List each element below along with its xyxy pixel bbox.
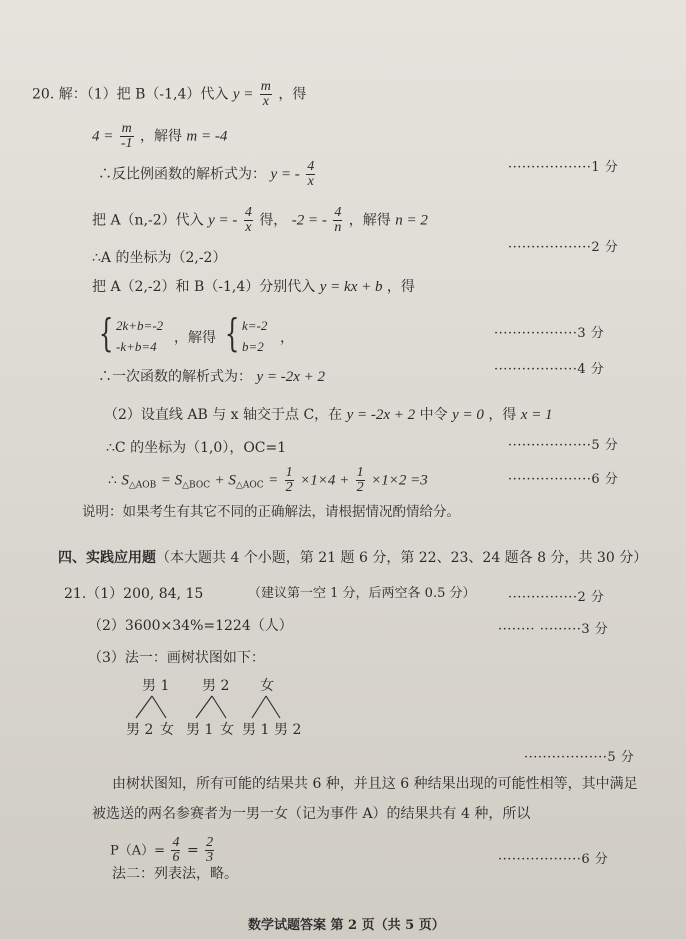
q20-line3-frac: $\frac{4}{x}$ (307, 159, 315, 189)
q20-line6-tail: ，得 (386, 279, 415, 295)
q20-line7-text: ∴一次函数的解析式为： (98, 369, 252, 385)
tree-leaf-3: 男 1 (186, 722, 214, 738)
q21-score-2: ········ ·········3 分 (498, 622, 609, 637)
q20-line10-frac1: $\frac{1}{2}$ (285, 465, 293, 495)
q20-score-6: ··················6 分 (508, 472, 619, 487)
q20-line9: ∴C 的坐标为（1,0），OC=1 (106, 440, 287, 456)
tree-leaf-6: 男 2 (274, 722, 302, 738)
q20-line6-text: 把 A（2,-2）和 B（-1,4）分别代入 (92, 279, 316, 295)
q20-line10-sub3: △AOC (235, 480, 264, 491)
tree-leaf-1: 男 2 (126, 722, 154, 738)
q20-line4-eq2: -2 = - (291, 212, 327, 229)
sys-end: ， (280, 330, 294, 346)
sys1-row2: -k+b=4 (116, 339, 157, 354)
q21-line3: （3）法一：画树状图如下： (88, 650, 265, 666)
q21-score-3: ··················5 分 (524, 750, 635, 765)
q20-line4-frac2: $\frac{4}{n}$ (334, 205, 342, 235)
q21-para1: 由树状图知，所有可能的结果共 6 种，并且这 6 种结果出现的可能性相等，其中满足 (112, 776, 638, 792)
tree-root-male2: 男 2 (202, 678, 230, 694)
q20-line10-frac2: $\frac{1}{2}$ (356, 465, 364, 495)
q20-line4-frac1: $\frac{4}{x}$ (244, 205, 252, 235)
tree-branch-male2 (196, 696, 226, 718)
tree-branch-male1 (136, 696, 166, 718)
q20-line4-tail: ，解得 (348, 212, 391, 229)
q20-line8-result: x = 1 (520, 407, 553, 423)
q20-line7-eq: y = -2x + 2 (256, 369, 326, 385)
q20-score-3: ··················3 分 (494, 326, 605, 341)
q21-prob-label: P（A）= (110, 843, 166, 859)
q20-line5: ∴A 的坐标为（2,-2） (92, 250, 227, 266)
q20-line4-eq1: y = - (208, 212, 238, 229)
q20-line10-therefore: ∴ (108, 472, 117, 489)
q21-prob-frac1: $\frac{4}{6}$ (172, 835, 180, 865)
q20-line1-frac: $\frac{m}{x}$ (260, 79, 271, 109)
page-footer: 数学试题答案 第 2 页（共 5 页） (248, 918, 445, 933)
q21-probability (110, 836, 216, 865)
q20-line10-eq: = (268, 472, 279, 489)
q21-score-1: ···············2 分 (508, 590, 605, 605)
q20-line8-tail: ，得 (488, 407, 517, 423)
q20-line4-mid: 得， (259, 212, 288, 229)
tree-leaf-5: 男 1 (242, 722, 270, 738)
q20-line2-result: m = -4 (186, 128, 228, 145)
q20-line10-s1: S (121, 472, 129, 489)
q20-line1-text: 20. 解：（1）把 B（-1,4）代入 (32, 86, 229, 103)
sys-mid-text: ，解得 (174, 330, 216, 346)
q20-line8-mid: 中令 (419, 407, 448, 423)
tree-leaf-4: 女 (220, 722, 234, 738)
q20-line3-eq: y = - (270, 166, 300, 183)
q20-score-2: ··················2 分 (508, 240, 619, 255)
q20-line2-text: ，解得 (139, 128, 182, 145)
tree-root-male1: 男 1 (142, 678, 170, 694)
q21-prob-frac2: $\frac{2}{3}$ (206, 835, 214, 865)
q20-line10-sub2: △BOC (182, 480, 211, 491)
q20-line1-tail: ，得 (278, 86, 307, 103)
q20-line10-mid1: ×1×4 + (300, 472, 350, 489)
q20-line8-eq1: y = -2x + 2 (346, 407, 416, 423)
q20-line2-lhs: 4 = (92, 128, 114, 145)
sys2-row1: k=-2 (242, 318, 268, 333)
sys1-row1: 2k+b=-2 (116, 318, 164, 333)
q20-line6-eq: y = kx + b (319, 279, 383, 295)
q21-line-last: 法二：列表法，略。 (112, 866, 238, 882)
sys2-row2: b=2 (242, 339, 264, 354)
system-brace-left: { (98, 311, 114, 355)
tree-root-female: 女 (260, 678, 274, 694)
section4-title: 四、实践应用题 (58, 550, 156, 566)
q20-line10-mid2: ×1×2 =3 (371, 472, 428, 489)
q20-score-1: ··················1 分 (508, 160, 619, 175)
q20-line8-text: （2）设直线 AB 与 x 轴交于点 C，在 (104, 407, 343, 423)
section4-desc: （本大题共 4 个小题，第 21 题 6 分，第 22、23、24 题各 8 分，共 30 分） (156, 550, 648, 566)
q20-note: 说明：如果考生有其它不同的正确解法，请根据情况酌情给分。 (82, 504, 460, 520)
tree-leaf-2: 女 (160, 722, 174, 738)
q20-line8-eq2: y = 0 (452, 407, 484, 423)
q20-line2-frac: $\frac{m}{-1}$ (120, 121, 133, 151)
q21-prob-eq: = (186, 842, 199, 859)
q20-line10-sub1: △AOB (128, 480, 157, 491)
q20-line10-s3: + S (214, 472, 236, 489)
tree-branch-female (252, 696, 280, 718)
q21-line2: （2）3600×34%=1224（人） (88, 618, 293, 634)
q20-score-4: ··················4 分 (494, 362, 605, 377)
system-brace-right: { (224, 311, 240, 355)
q20-line10-s2: = S (160, 472, 183, 489)
q20-line3-text: ∴反比例函数的解析式为： (98, 166, 266, 183)
q21-score-4: ··················6 分 (498, 852, 609, 867)
q21-line1: 21.（1）200, 84, 15 (64, 586, 204, 602)
q20-line4-text: 把 A（n,-2）代入 (92, 212, 204, 229)
q21-line1-note: （建议第一空 1 分，后两空各 0.5 分） (248, 586, 476, 601)
q20-line4-result: n = 2 (395, 212, 428, 229)
q20-score-5: ··················5 分 (508, 438, 619, 453)
q21-para2: 被选送的两名参赛者为一男一女（记为事件 A）的结果共有 4 种，所以 (92, 806, 531, 822)
q20-line1-eq: y = (232, 86, 254, 103)
